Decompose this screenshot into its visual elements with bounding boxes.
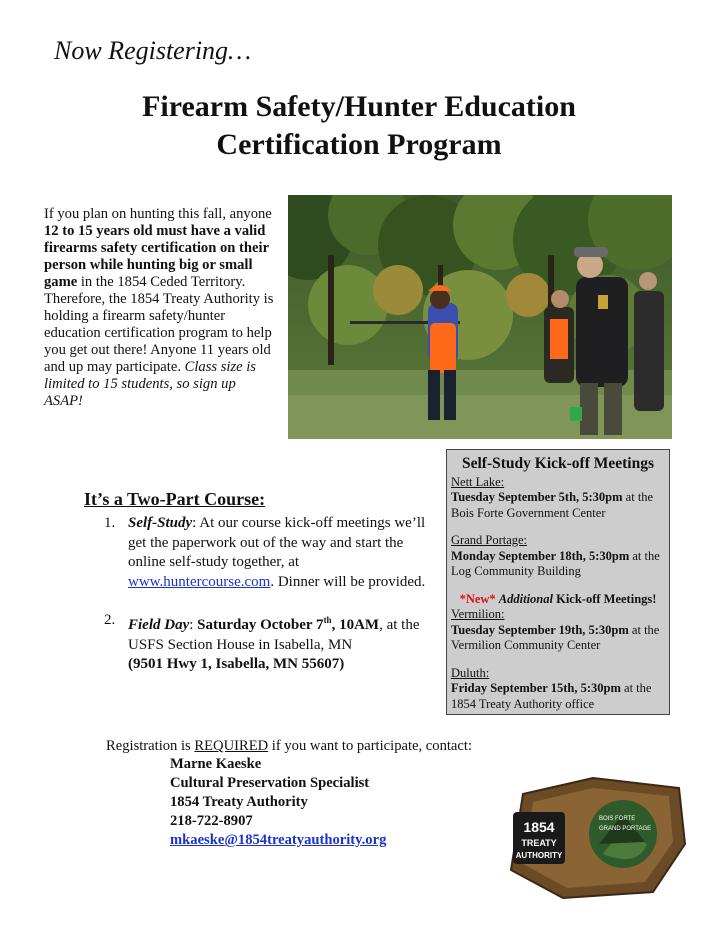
step-text: : At our course kick-off meetings we’ll get the paperwork out of the way and start the online self-study together, at (128, 515, 426, 570)
meeting-location: Duluth: (451, 665, 490, 680)
contact-email-link[interactable]: mkaeske@1854treatyauthority.org (170, 832, 387, 848)
logo-authority: AUTHORITY (515, 851, 563, 860)
meeting-location: Grand Portage: (451, 533, 528, 547)
huntercourse-link[interactable]: www.huntercourse.com (128, 573, 271, 590)
meeting-entry (451, 533, 665, 580)
step-label-self-study: Self-Study (128, 515, 193, 531)
required-label: REQUIRED (194, 738, 269, 754)
field-day-date: Saturday October 7th, 10AM (197, 615, 380, 633)
meeting-entry (451, 475, 665, 522)
meeting-time: Monday September 18th, 5:30pm (451, 548, 630, 563)
new-tag: *New* (459, 591, 496, 606)
meeting-time: Friday September 15th, 5:30pm (451, 681, 621, 695)
step-number: 2. (104, 612, 116, 628)
additional-rest: Kick-off Meetings! (552, 591, 657, 606)
meeting-entry (451, 607, 665, 654)
meeting-place: at the Bois Forte Government Center (451, 490, 654, 520)
contact-phone: 218-722-8907 (170, 813, 253, 829)
step-colon: : (189, 617, 198, 633)
registration-text-after: if you want to participate, contact: (268, 738, 472, 754)
contact-org: 1854 Treaty Authority (170, 794, 308, 810)
logo-bois-forte: BOIS FORTE (599, 816, 636, 822)
step-text-after: . Dinner will be provided. (270, 573, 426, 590)
step-label-field-day: Field Day (128, 617, 190, 633)
logo-1854: 1854 (523, 819, 555, 835)
date-suffix: th (323, 615, 332, 625)
meeting-location: Vermilion: (451, 607, 505, 621)
logo-treaty: TREATY (521, 838, 557, 848)
intro-class-size-note: Class size is limited to 15 students, so sign up ASAP! (44, 359, 256, 409)
registration-text: Registration is (106, 738, 195, 754)
course-step-self-study (104, 514, 430, 592)
logo-grand-portage: GRAND PORTAGE (599, 826, 652, 832)
intro-bold-requirement: 12 to 15 years old must have a valid firearms safety certification on their person while hunting big or small game (44, 223, 269, 290)
meeting-time: Tuesday September 5th, 5:30pm (451, 490, 623, 504)
field-day-location: , at the USFS Section House in Isabella, MN (128, 617, 420, 653)
meeting-location: Nett Lake: (451, 474, 505, 489)
contact-role: Cultural Preservation Specialist (170, 775, 370, 791)
page-title (0, 88, 718, 164)
meeting-place: at the Log Community Building (451, 548, 660, 578)
kickoff-meetings-box (446, 449, 670, 715)
meetings-title: Self-Study Kick-off Meetings (461, 455, 654, 472)
intro-text-2: in the 1854 Ceded Territory. Therefore, the 1854 Treaty Authority is holding a firearm safety/hunter education certification program to help you get out there! Anyone 11 years old and up may participate. (44, 274, 274, 375)
title-line-1: Firearm Safety/Hunter Education (142, 90, 576, 123)
additional-label: Additional (498, 591, 553, 606)
meeting-time: Tuesday September 19th, 5:30pm (451, 622, 629, 637)
contact-block (170, 755, 386, 850)
field-day-address: (9501 Hwy 1, Isabella, MN 55607) (128, 656, 345, 672)
now-registering-heading: Now Registering… (54, 36, 252, 65)
meeting-place: at the Vermilion Community Center (451, 622, 660, 652)
course-heading: It’s a Two-Part Course: (84, 489, 266, 509)
course-steps-list (104, 514, 430, 675)
contact-name: Marne Kaeske (170, 756, 262, 772)
intro-text-1: If you plan on hunting this fall, anyone (44, 206, 272, 222)
course-step-field-day (104, 611, 430, 675)
meeting-place: at the 1854 Treaty Authority office (451, 681, 652, 711)
registration-line (106, 737, 472, 756)
meeting-entry (451, 666, 665, 713)
additional-meetings-note (451, 592, 665, 608)
step-number: 1. (104, 515, 116, 531)
treaty-authority-logo (503, 774, 689, 902)
intro-paragraph (44, 206, 274, 410)
hunter-training-photo (288, 195, 672, 439)
title-line-2: Certification Program (216, 128, 502, 161)
